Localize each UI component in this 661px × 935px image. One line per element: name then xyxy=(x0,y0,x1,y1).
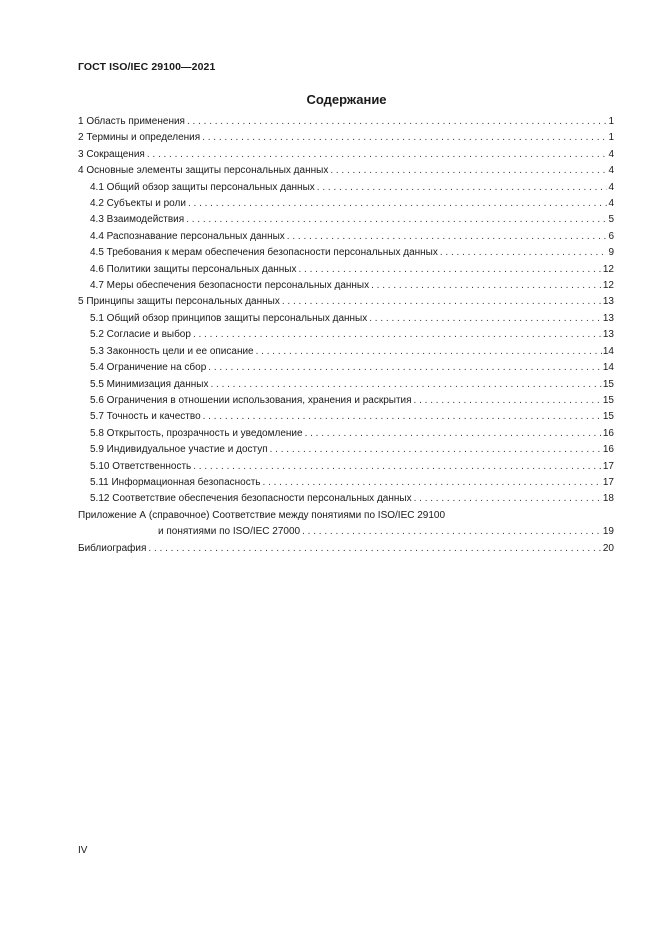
toc-entry-title: 3 Сокращения xyxy=(78,148,145,160)
toc-entry-5-6[interactable] xyxy=(78,393,614,409)
toc-entry-page: 19 xyxy=(602,526,614,538)
toc-entry-page: 12 xyxy=(602,280,614,292)
toc-entry-5-12[interactable] xyxy=(78,491,614,507)
toc-entry-page: 13 xyxy=(602,296,614,308)
toc-entry-title: 5.10 Ответственность xyxy=(90,460,192,472)
toc-entry-title: 4.6 Политики защиты персональных данных xyxy=(90,263,297,275)
dot-leader xyxy=(369,311,602,327)
toc-entry-5-1[interactable] xyxy=(78,311,614,327)
toc-entry-title: Библиография xyxy=(78,542,147,554)
toc-entry-page: 13 xyxy=(602,312,614,324)
toc-entry-page: 14 xyxy=(602,362,614,374)
toc-entry-4-6[interactable] xyxy=(78,262,614,278)
toc-entry-page: 14 xyxy=(602,345,614,357)
toc-entry-page: 4 xyxy=(608,148,614,160)
toc-entry-4-2[interactable] xyxy=(78,196,614,212)
toc-entry-page: 16 xyxy=(602,444,614,456)
dot-leader xyxy=(305,426,602,442)
toc-entry-page: 15 xyxy=(602,394,614,406)
document-header: ГОСТ ISO/IEC 29100—2021 xyxy=(78,61,216,73)
dot-leader xyxy=(414,393,602,409)
dot-leader xyxy=(270,442,602,458)
toc-entry-5-4[interactable] xyxy=(78,360,614,376)
toc-entry-title-continued: и понятиями по ISO/IEC 27000 xyxy=(158,526,301,538)
toc-entry-5-8[interactable] xyxy=(78,426,614,442)
toc-entry-title: 5.2 Согласие и выбор xyxy=(90,329,191,341)
toc-entry-title: 4.4 Распознавание персональных данных xyxy=(90,230,285,242)
toc-entry-title: 5.4 Ограничение на сбор xyxy=(90,362,207,374)
toc-entry-page: 1 xyxy=(608,116,614,127)
table-of-contents xyxy=(78,114,614,557)
toc-entry-page: 15 xyxy=(602,378,614,390)
toc-entry-page: 12 xyxy=(602,263,614,275)
toc-entry-title: 5.1 Общий обзор принципов защиты персональных данных xyxy=(90,312,368,324)
toc-entry-5-7[interactable] xyxy=(78,409,614,425)
toc-entry-5-11[interactable] xyxy=(78,475,614,491)
toc-entry-title: 4.7 Меры обеспечения безопасности персональных данных xyxy=(90,280,370,292)
toc-entry-annex-a[interactable] xyxy=(78,508,614,541)
dot-leader xyxy=(203,409,602,425)
dot-leader xyxy=(210,377,601,393)
dot-leader xyxy=(256,344,602,360)
toc-entry-title: 5.6 Ограничения в отношении использования, хранения и раскрытия xyxy=(90,394,412,406)
dot-leader xyxy=(148,541,601,557)
dot-leader xyxy=(186,212,607,228)
toc-entry-title: 4.2 Субъекты и роли xyxy=(90,198,186,210)
toc-entry-5-5[interactable] xyxy=(78,377,614,393)
dot-leader xyxy=(188,196,607,212)
dot-leader xyxy=(202,130,607,146)
toc-entry-page: 4 xyxy=(608,181,614,193)
dot-leader xyxy=(440,245,608,261)
dot-leader xyxy=(371,278,602,294)
toc-entry-title: 5.7 Точность и качество xyxy=(90,411,201,423)
toc-entry-5-3[interactable] xyxy=(78,344,614,360)
toc-entry-page: 17 xyxy=(602,476,614,488)
toc-entry-page: 4 xyxy=(608,198,614,210)
toc-entry-4-4[interactable] xyxy=(78,229,614,245)
toc-title: Содержание xyxy=(306,92,387,107)
toc-entry-page: 20 xyxy=(602,542,614,554)
toc-entry-page: 13 xyxy=(602,329,614,341)
toc-entry-title: 1 Область применения xyxy=(78,116,185,127)
dot-leader xyxy=(299,262,602,278)
toc-entry-title: 5.3 Законность цели и ее описание xyxy=(90,345,254,357)
dot-leader xyxy=(193,327,602,343)
toc-entry-3[interactable] xyxy=(78,147,614,163)
dot-leader xyxy=(147,147,608,163)
toc-entry-4-1[interactable] xyxy=(78,180,614,196)
dot-leader xyxy=(208,360,602,376)
toc-entry-4-7[interactable] xyxy=(78,278,614,294)
dot-leader xyxy=(330,163,607,179)
toc-entry-2[interactable] xyxy=(78,130,614,146)
dot-leader xyxy=(302,524,602,540)
toc-entry-4-3[interactable] xyxy=(78,212,614,228)
dot-leader xyxy=(187,114,607,130)
toc-entry-title: 5.5 Минимизация данных xyxy=(90,378,209,390)
toc-entry-page: 18 xyxy=(602,493,614,505)
dot-leader xyxy=(263,475,602,491)
toc-entry-page: 6 xyxy=(608,230,614,242)
toc-entry-5[interactable] xyxy=(78,294,614,310)
dot-leader xyxy=(317,180,608,196)
toc-entry-4[interactable] xyxy=(78,163,614,179)
toc-entry-title: 4.5 Требования к мерам обеспечения безопасности персональных данных xyxy=(90,247,438,259)
dot-leader xyxy=(287,229,608,245)
toc-entry-page: 5 xyxy=(608,214,614,226)
toc-entry-4-5[interactable] xyxy=(78,245,614,261)
toc-entry-title: 5.8 Открытость, прозрачность и уведомление xyxy=(90,427,303,439)
toc-entry-title: 5.9 Индивидуальное участие и доступ xyxy=(90,444,268,456)
toc-entry-title: 4 Основные элементы защиты персональных данных xyxy=(78,165,329,177)
dot-leader xyxy=(414,491,602,507)
toc-entry-page: 15 xyxy=(602,411,614,423)
toc-entry-page: 9 xyxy=(608,247,614,259)
page-number: IV xyxy=(78,845,88,856)
toc-entry-title: 2 Термины и определения xyxy=(78,132,201,144)
toc-entry-page: 4 xyxy=(608,165,614,177)
toc-entry-title: 4.1 Общий обзор защиты персональных данных xyxy=(90,181,315,193)
toc-entry-title: 5 Принципы защиты персональных данных xyxy=(78,296,280,308)
toc-entry-title: 5.11 Информационная безопасность xyxy=(90,476,261,488)
toc-entry-page: 1 xyxy=(608,132,614,144)
toc-entry-page: 16 xyxy=(602,427,614,439)
toc-entry-page: 17 xyxy=(602,460,614,472)
toc-entry-title: 5.12 Соответствие обеспечения безопасности персональных данных xyxy=(90,493,412,505)
toc-entry-5-2[interactable] xyxy=(78,327,614,343)
toc-entry-5-10[interactable] xyxy=(78,459,614,475)
toc-entry-1[interactable] xyxy=(78,114,614,130)
dot-leader xyxy=(282,294,602,310)
toc-entry-title: 4.3 Взаимодействия xyxy=(90,214,185,226)
toc-entry-5-9[interactable] xyxy=(78,442,614,458)
dot-leader xyxy=(193,459,602,475)
toc-entry-bibliography[interactable] xyxy=(78,541,614,557)
toc-entry-title: Приложение А (справочное) Соответствие между понятиями по ISO/IEC 29100 xyxy=(78,509,446,521)
